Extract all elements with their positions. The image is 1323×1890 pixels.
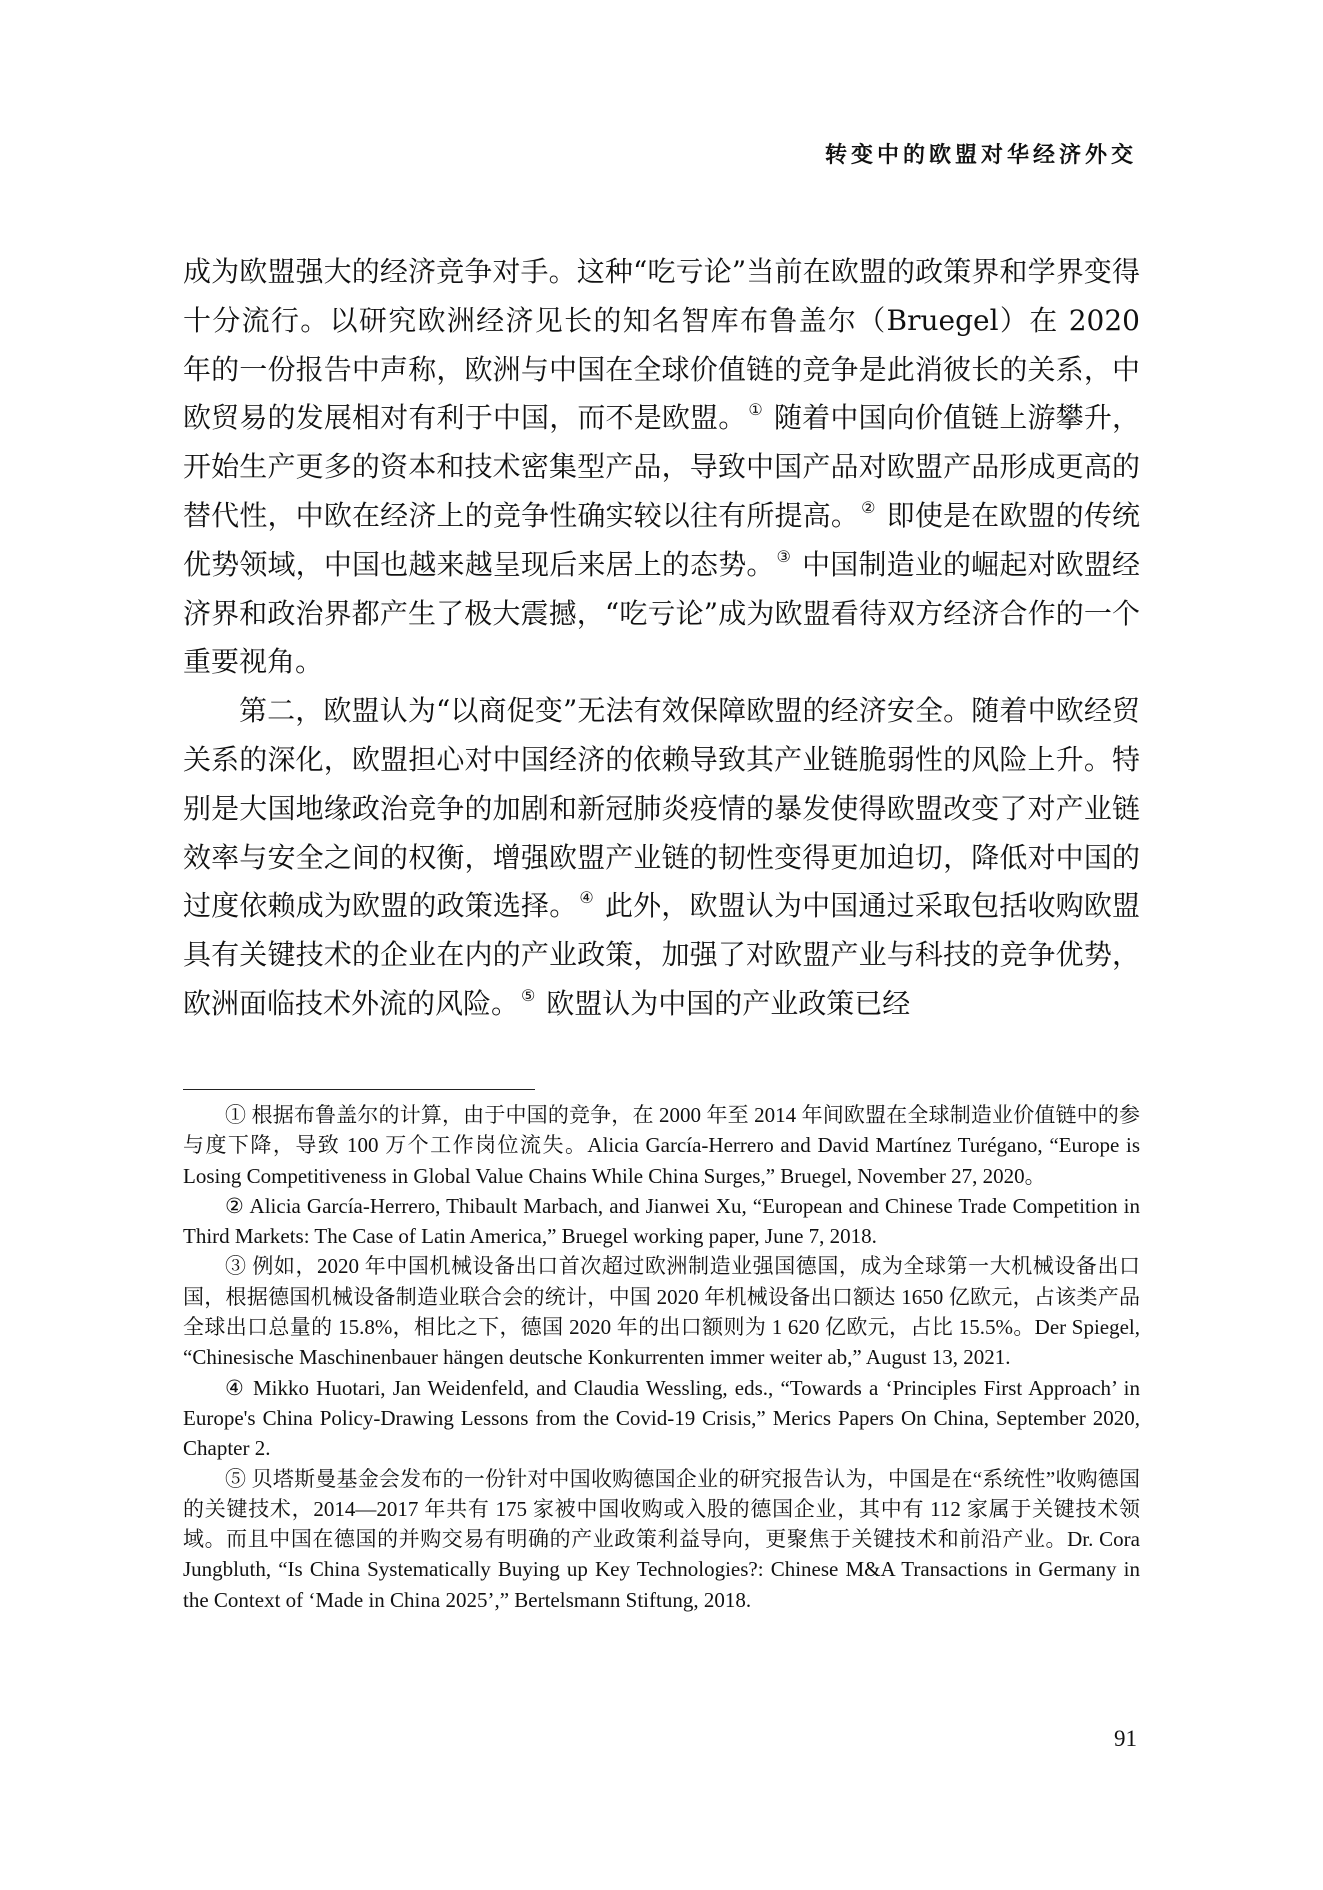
footnote-2: ② Alicia García-Herrero, Thibault Marbach, and Jianwei Xu, “European and Chinese Trade Competition in Third Markets: The Case of Latin America,” Bruegel working paper, June 7, 2018. [183,1193,1140,1249]
paragraph-2-text-1: 第二，欧盟认为“以商促变”无法有效保障欧盟的经济安全。随着中欧经贸关系的深化，欧盟担心对中国经济的依赖导致其产业链脆弱性的风险上升。特别是大国地缘政治竞争的加剧和新冠肺炎疫情的暴发使得欧盟改变了对产业链效率与安全之间的权衡，增强欧盟产业链的韧性变得更加迫切，降低对中国的过度依赖成为欧盟的政策选择。 [183,694,1140,923]
paragraph-1 [183,248,1140,687]
footnote-ref-2: ② [861,497,876,517]
running-header: 转变中的欧盟对华经济外交 [824,142,1137,168]
footnote-ref-1: ① [748,400,763,420]
footnotes [183,1100,1140,1615]
paragraph-2 [183,687,1140,1029]
footnote-4: ④ Mikko Huotari, Jan Weidenfeld, and Claudia Wessling, eds., “Towards a ‘Principles First Approach’ in Europe's China Policy-Drawing Lessons from the Covid-19 Crisis,” Merics Papers On China, September 2020, Chapter 2. [183,1375,1140,1461]
paragraph-1-text-4: 中国制造业的崛起对欧盟经济界和政治界都产生了极大震撼，“吃亏论”成为欧盟看待双方经济合作的一个重要视角。 [183,547,1140,679]
footnote-divider [183,1089,535,1090]
footnote-5: ⑤ 贝塔斯曼基金会发布的一份针对中国收购德国企业的研究报告认为，中国是在“系统性”收购德国的关键技术，2014—2017 年共有 175 家被中国收购或入股的德国企业，其中有 112 家属于关键技术领域。而且中国在德国的并购交易有明确的产业政策利益导向，更聚焦于关键技术和前沿产业。Dr. Cora Jungbluth, “Is China Systematically Buying up Key Technologies?: Chinese M&A Transactions in Germany in the Context of ‘Made in China 2025’,” Bertelsmann Stiftung, 2018. [183,1466,1140,1612]
paragraph-1-text-3: 即使是在欧盟的传统优势领域，中国也越来越呈现后来居上的态势。 [183,498,1140,581]
paragraph-2-text-3: 欧盟认为中国的产业政策已经 [537,986,911,1020]
footnote-ref-5: ⑤ [521,985,536,1005]
paragraph-1-text-1: 成为欧盟强大的经济竞争对手。这种“吃亏论”当前在欧盟的政策界和学界变得十分流行。以研究欧洲经济见长的知名智库布鲁盖尔（Bruegel）在 2020 年的一份报告中声称，欧洲与中国在全球价值链的竞争是此消彼长的关系，中欧贸易的发展相对有利于中国，而不是欧盟。 [183,255,1140,435]
footnote-ref-4: ④ [579,888,594,908]
paragraph-2-text-2: 此外，欧盟认为中国通过采取包括收购欧盟具有关键技术的企业在内的产业政策，加强了对欧盟产业与科技的竞争优势，欧洲面临技术外流的风险。 [183,889,1140,1020]
page-number: 91 [1114,1726,1137,1751]
footnote-3: ③ 例如，2020 年中国机械设备出口首次超过欧洲制造业强国德国，成为全球第一大机械设备出口国，根据德国机械设备制造业联合会的统计，中国 2020 年机械设备出口额达 1650 亿欧元，占该类产品全球出口总量的 15.8%，相比之下，德国 2020 年的出口额则为 1 620 亿欧元，占比 15.5%。Der Spiegel, “Chinesische Maschinenbauer hängen deutsche Konkurrenten immer weiter ab,” August 13, 2021. [183,1254,1140,1370]
footnote-1: ① 根据布鲁盖尔的计算，由于中国的竞争，在 2000 年至 2014 年间欧盟在全球制造业价值链中的参与度下降，导致 100 万个工作岗位流失。Alicia García-Herrero and David Martínez Turégano, “Europe is Losing Competitiveness in Global Value Chains While China Surges,” Bruegel, November 27, 2020。 [183,1103,1140,1188]
paragraph-1-text-2: 随着中国向价值链上游攀升，开始生产更多的资本和技术密集型产品，导致中国产品对欧盟产品形成更高的替代性，中欧在经济上的竞争性确实较以往有所提高。 [183,401,1141,532]
body-text [183,248,1140,1029]
footnote-ref-3: ③ [776,546,792,566]
